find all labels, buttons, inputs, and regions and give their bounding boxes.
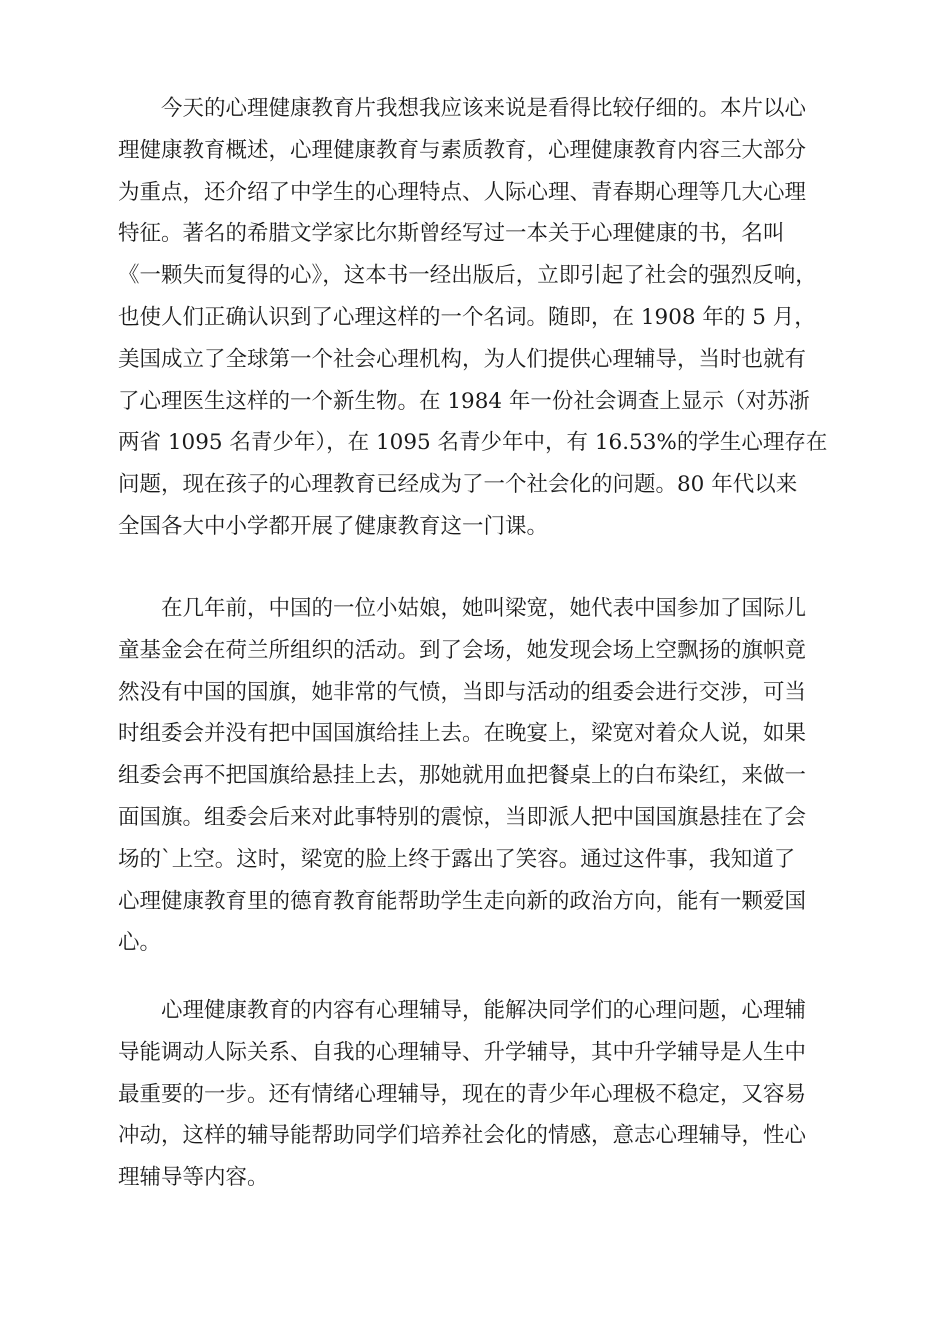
text-line: 也使人们正确认识到了心理这样的一个名词。随即，在 1908 年的 5 月， — [118, 304, 816, 330]
text-line: 面国旗。组委会后来对此事特别的震惊，当即派人把中国国旗悬挂在了会 — [118, 804, 807, 830]
text-line: 为重点，还介绍了中学生的心理特点、人际心理、青春期心理等几大心理 — [118, 179, 807, 205]
text-line: 问题，现在孩子的心理教育已经成为了一个社会化的问题。80 年代以来 — [118, 472, 798, 498]
paragraph-2 — [118, 588, 858, 964]
text-line: 心。 — [118, 930, 162, 956]
text-line: 《一颗失而复得的心》，这本书一经出版后，立即引起了社会的强烈反响， — [118, 263, 817, 289]
text-line: 组委会再不把国旗给悬挂上去，那她就用血把餐桌上的白布染红，来做一 — [118, 763, 807, 789]
text-line: 理健康教育概述，心理健康教育与素质教育，心理健康教育内容三大部分 — [118, 137, 807, 163]
paragraph-1 — [118, 88, 858, 548]
text-line: 两省 1095 名青少年），在 1095 名青少年中，有 16.53%的学生心理存在 — [118, 430, 828, 456]
text-line: 了心理医生这样的一个新生物。在 1984 年一份社会调查上显示（对苏浙 — [118, 388, 810, 414]
text-line: 特征。著名的希腊文学家比尔斯曾经写过一本关于心理健康的书，名叫 — [118, 221, 785, 247]
paragraph-3 — [118, 990, 858, 1199]
text-line: 在几年前，中国的一位小姑娘，她叫梁宽，她代表中国参加了国际儿 — [161, 596, 807, 621]
text-line: 理辅导等内容。 — [118, 1165, 269, 1191]
text-line: 心理健康教育的内容有心理辅导，能解决同学们的心理问题，心理辅 — [161, 998, 807, 1023]
text-line: 场的`上空。这时，梁宽的脸上终于露出了笑容。通过这件事，我知道了 — [118, 846, 796, 872]
text-line: 然没有中国的国旗，她非常的气愤，当即与活动的组委会进行交涉，可当 — [118, 679, 807, 705]
text-line: 时组委会并没有把中国国旗给挂上去。在晚宴上，梁宽对着众人说，如果 — [118, 721, 807, 747]
text-line: 冲动，这样的辅导能帮助同学们培养社会化的情感，意志心理辅导，性心 — [118, 1123, 807, 1149]
text-line: 今天的心理健康教育片我想我应该来说是看得比较仔细的。本片以心 — [161, 96, 807, 121]
text-line: 全国各大中小学都开展了健康教育这一门课。 — [118, 513, 549, 539]
text-line: 导能调动人际关系、自我的心理辅导、升学辅导，其中升学辅导是人生中 — [118, 1039, 807, 1065]
text-line: 心理健康教育里的德育教育能帮助学生走向新的政治方向，能有一颗爱国 — [118, 888, 807, 914]
text-line: 童基金会在荷兰所组织的活动。到了会场，她发现会场上空飘扬的旗帜竟 — [118, 637, 807, 663]
text-line: 美国成立了全球第一个社会心理机构，为人们提供心理辅导，当时也就有 — [118, 346, 807, 372]
text-line: 最重要的一步。还有情绪心理辅导，现在的青少年心理极不稳定，又容易 — [118, 1081, 807, 1107]
